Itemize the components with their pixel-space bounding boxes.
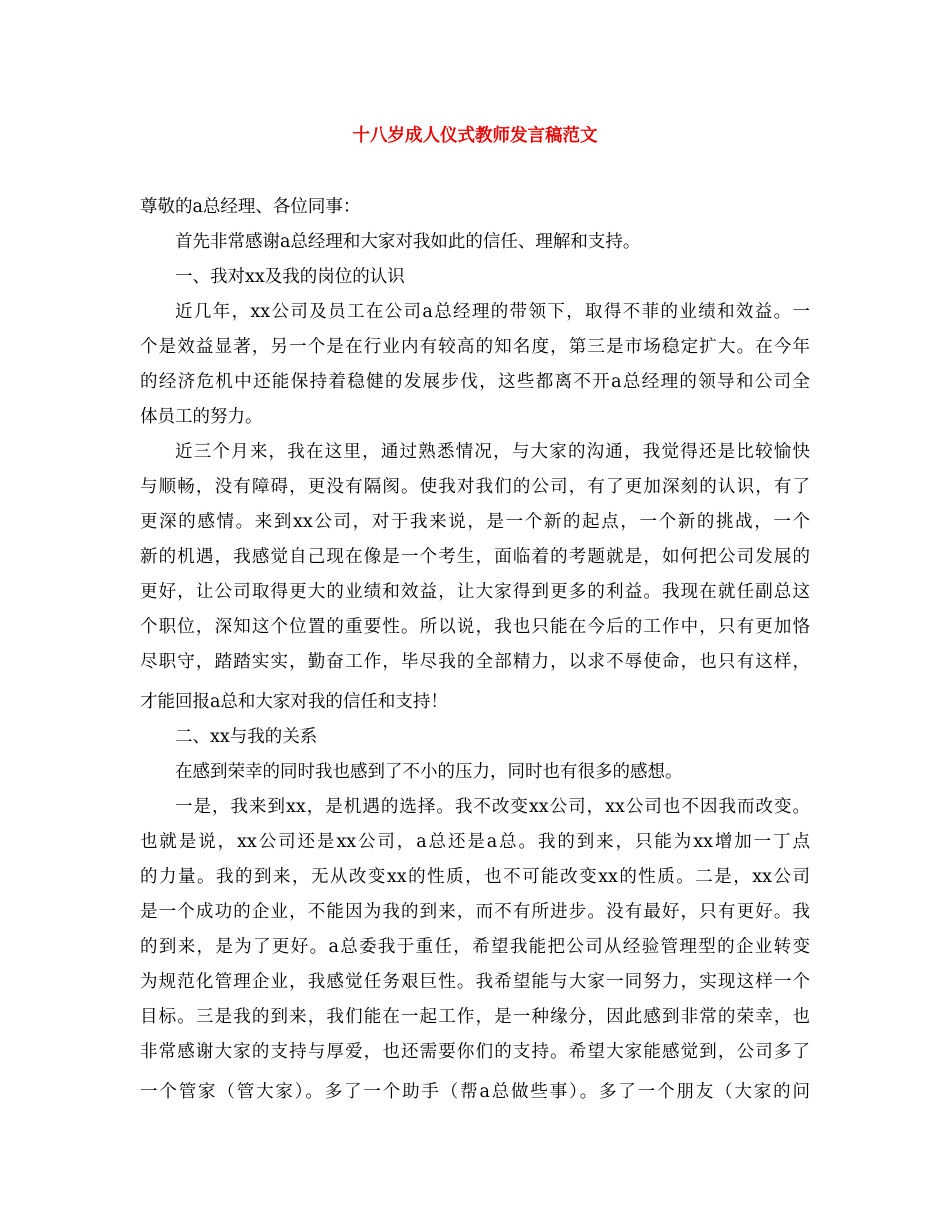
paragraph-line: 为规范化管理企业，我感觉任务艰巨性。我希望能与大家一同努力，实现这样一个	[140, 972, 810, 992]
paragraph-line: 才能回报a总和大家对我的信任和支持！	[140, 692, 448, 712]
paragraph-line: 一是，我来到xx，是机遇的选择。我不改变xx公司，xx公司也不因我而改变。	[175, 797, 810, 817]
paragraph-line: 在感到荣幸的同时我也感到了不小的压力，同时也有很多的感想。	[175, 762, 683, 782]
paragraph-line: 更好，让公司取得更大的业绩和效益，让大家得到更多的利益。我现在就任副总这	[140, 582, 810, 602]
paragraph-line: 一个管家（管大家）。多了一个助手（帮a总做些事）。多了一个朋友（大家的问	[140, 1082, 810, 1102]
paragraph-line: 新的机遇，我感觉自己现在像是一个考生，面临着的考题就是，如何把公司发展的	[140, 547, 810, 567]
paragraph-line: 的力量。我的到来，无从改变xx的性质，也不可能改变xx的性质。二是，xx公司	[140, 867, 810, 887]
paragraph-line: 的到来，是为了更好。a总委我于重任，希望我能把公司从经验管理型的企业转变	[140, 937, 810, 957]
paragraph-line: 个是效益显著，另一个是在行业内有较高的知名度，第三是市场稳定扩大。在今年	[140, 337, 810, 357]
salutation-line: 尊敬的a总经理、各位同事：	[140, 197, 361, 217]
paragraph-line: 与顺畅，没有障碍，更没有隔阂。使我对我们的公司，有了更加深刻的认识，有了	[140, 477, 810, 497]
section-heading-line: 二、xx与我的关系	[175, 727, 318, 747]
paragraph-line: 更深的感情。来到xx公司，对于我来说，是一个新的起点，一个新的挑战，一个	[140, 512, 810, 532]
paragraph-line: 首先非常感谢a总经理和大家对我如此的信任、理解和支持。	[175, 232, 641, 252]
paragraph-line: 体员工的努力。	[140, 407, 263, 427]
paragraph-line: 个职位，深知这个位置的重要性。所以说，我也只能在今后的工作中，只有更加恪	[140, 617, 810, 637]
paragraph-line: 是一个成功的企业，不能因为我的到来，而不有所进步。没有最好，只有更好。我	[140, 902, 810, 922]
paragraph-line: 目标。三是我的到来，我们能在一起工作，是一种缘分，因此感到非常的荣幸，也	[140, 1007, 810, 1027]
document-title: 十八岁成人仪式教师发言稿范文	[352, 126, 598, 146]
paragraph-line: 非常感谢大家的支持与厚爱，也还需要你们的支持。希望大家能感觉到，公司多了	[140, 1042, 810, 1062]
paragraph-line: 近几年，xx公司及员工在公司a总经理的带领下，取得不菲的业绩和效益。一	[175, 302, 810, 322]
paragraph-line: 也就是说，xx公司还是xx公司，a总还是a总。我的到来，只能为xx增加一丁点	[140, 832, 810, 852]
paragraph-line: 尽职守，踏踏实实，勤奋工作，毕尽我的全部精力，以求不辱使命，也只有这样，	[140, 652, 810, 672]
paragraph-line: 的经济危机中还能保持着稳健的发展步伐，这些都离不开a总经理的领导和公司全	[140, 372, 810, 392]
paragraph-line: 近三个月来，我在这里，通过熟悉情况，与大家的沟通，我觉得还是比较愉快	[175, 442, 810, 462]
section-heading-line: 一、我对xx及我的岗位的认识	[175, 267, 405, 287]
